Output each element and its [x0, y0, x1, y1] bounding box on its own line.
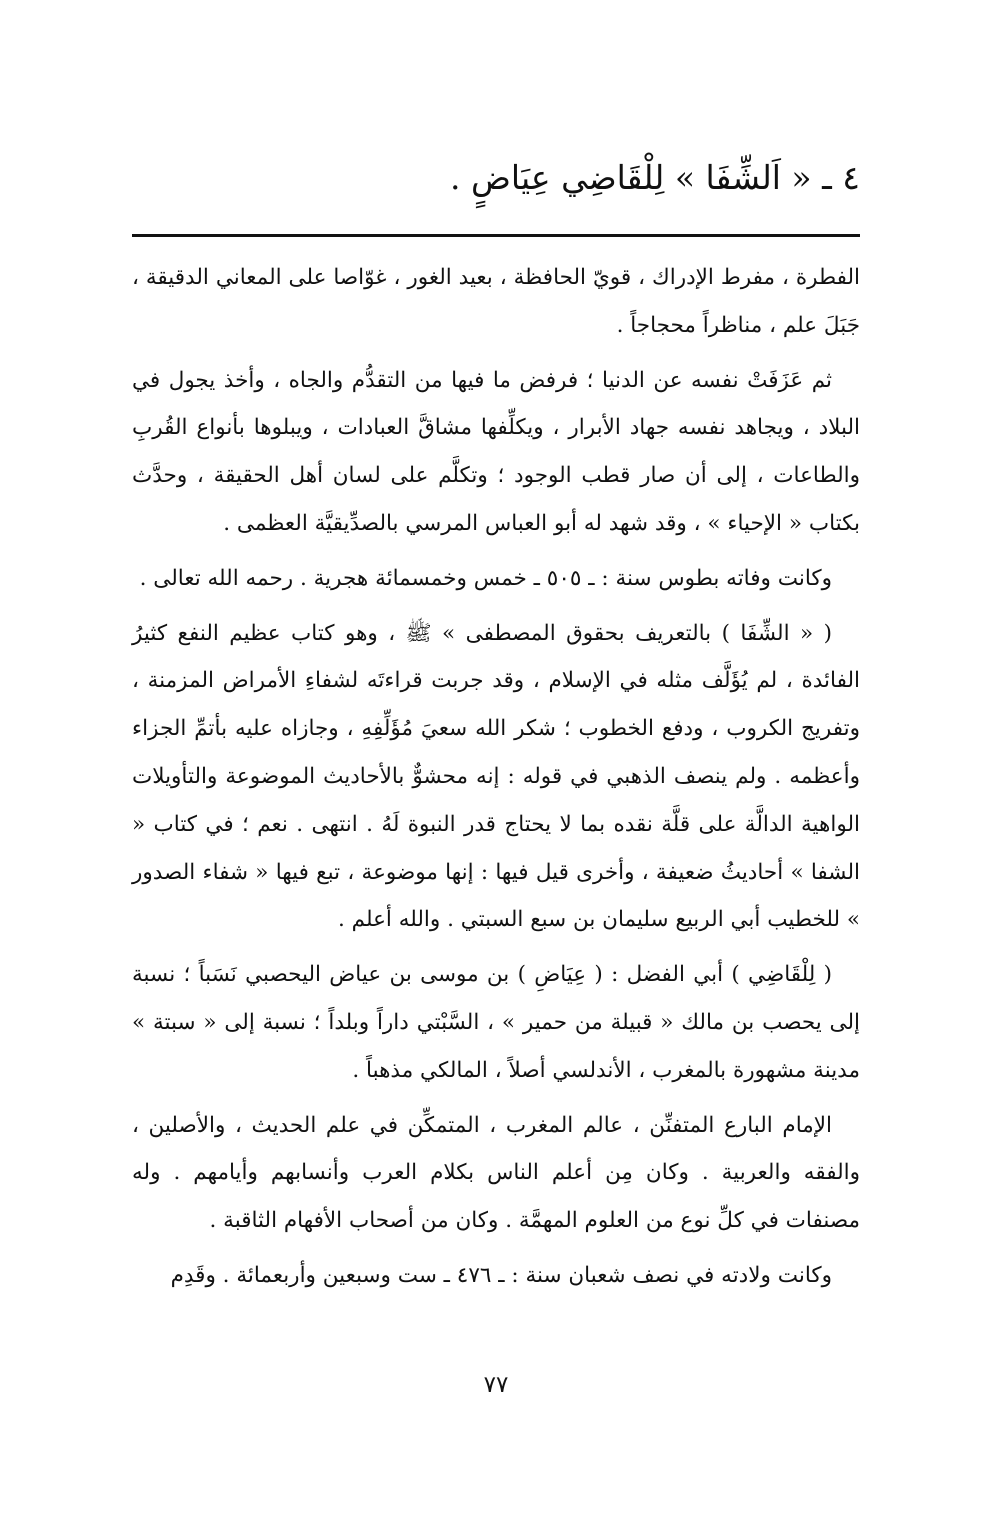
paragraph-5: ( لِلْقَاضِي ) أبي الفضل : ( عِيَاضِ ) بن موسى بن عياض اليحصبي نَسَباً ؛ نسبة إلى يحصب بن مالك « قبيلة من حمير » ، السَّبْتي داراً وبلداً ؛ نسبة إلى « سبتة » مدينة مشهورة بالمغرب ، الأندلسي أصلاً ، المالكي مذهباً . — [132, 962, 860, 1083]
paragraph-2: ثم عَزَفَتْ نفسه عن الدنيا ؛ فرفض ما فيها من التقدُّم والجاه ، وأخذ يجول في البلاد ، ويجاهد نفسه جهاد الأبرار ، ويكلِّفها مشاقَّ العبادات ، ويبلوها بأنواع القُربِ والطاعات ، إلى أن صار قطب الوجود ؛ وتكلَّم على لسان أهل الحقيقة ، وحدَّث بكتاب « الإحياء » ، وقد شهد له أبو العباس المرسي بالصدِّيقيَّة العظمى . — [132, 367, 860, 536]
header-divider — [132, 234, 860, 237]
paragraph-4: ( « الشِّفَا ) بالتعريف بحقوق المصطفى » ﷺ ، وهو كتاب عظيم النفع كثيرُ الفائدة ، لم يُؤَلَّف مثله في الإسلام ، وقد جربت قراءتَه لشفاءِ الأمراض المزمنة ، وتفريج الكروب ، ودفع الخطوب ؛ شكر الله سعيَ مُؤَلِّفِهِ ، وجازاه عليه بأتمِّ الجزاء وأعظمه . ولم ينصف الذهبي في قوله : إنه محشوٌّ بالأحاديث الموضوعة والتأويلات الواهية الدالَّة على قلَّة نقده بما لا يحتاج قدر النبوة لَهُ . انتهى . نعم ؛ في كتاب « الشفا » أحاديثُ ضعيفة ، وأخرى قيل فيها : إنها موضوعة ، تبع فيها « شفاء الصدور » للخطيب أبي الربيع سليمان بن سبع السبتي . والله أعلم . — [132, 620, 860, 933]
paragraph-6: الإمام البارع المتفنِّن ، عالم المغرب ، المتمكِّن في علم الحديث ، والأصلين ، والفقه والعربية . وكان مِن أعلم الناس بكلام العرب وأنسابهم وأيامهم . وله مصنفات في كلِّ نوع من العلوم المهمَّة . وكان من أصحاب الأفهام الثاقبة . — [132, 1112, 860, 1234]
paragraph-1: الفطرة ، مفرط الإدراك ، قويّ الحافظة ، بعيد الغور ، غوّاصا على المعاني الدقيقة ، جَبَلَ علم ، مناظراً محجاجاً . — [132, 265, 860, 338]
paragraph-3: وكانت وفاته بطوس سنة : ـ ٥٠٥ ـ خمس وخمسمائة هجرية . رحمه الله تعالى . — [139, 565, 832, 591]
paragraph-7: وكانت ولادته في نصف شعبان سنة : ـ ٤٧٦ ـ ست وسبعين وأربعمائة . وقَدِم — [170, 1262, 832, 1288]
page-number: ٧٧ — [483, 1372, 509, 1398]
page-body-text — [132, 254, 860, 1307]
section-heading: ٤ ـ « اَلشِّفَا » لِلْقَاضِي عِيَاضٍ . — [450, 158, 860, 197]
